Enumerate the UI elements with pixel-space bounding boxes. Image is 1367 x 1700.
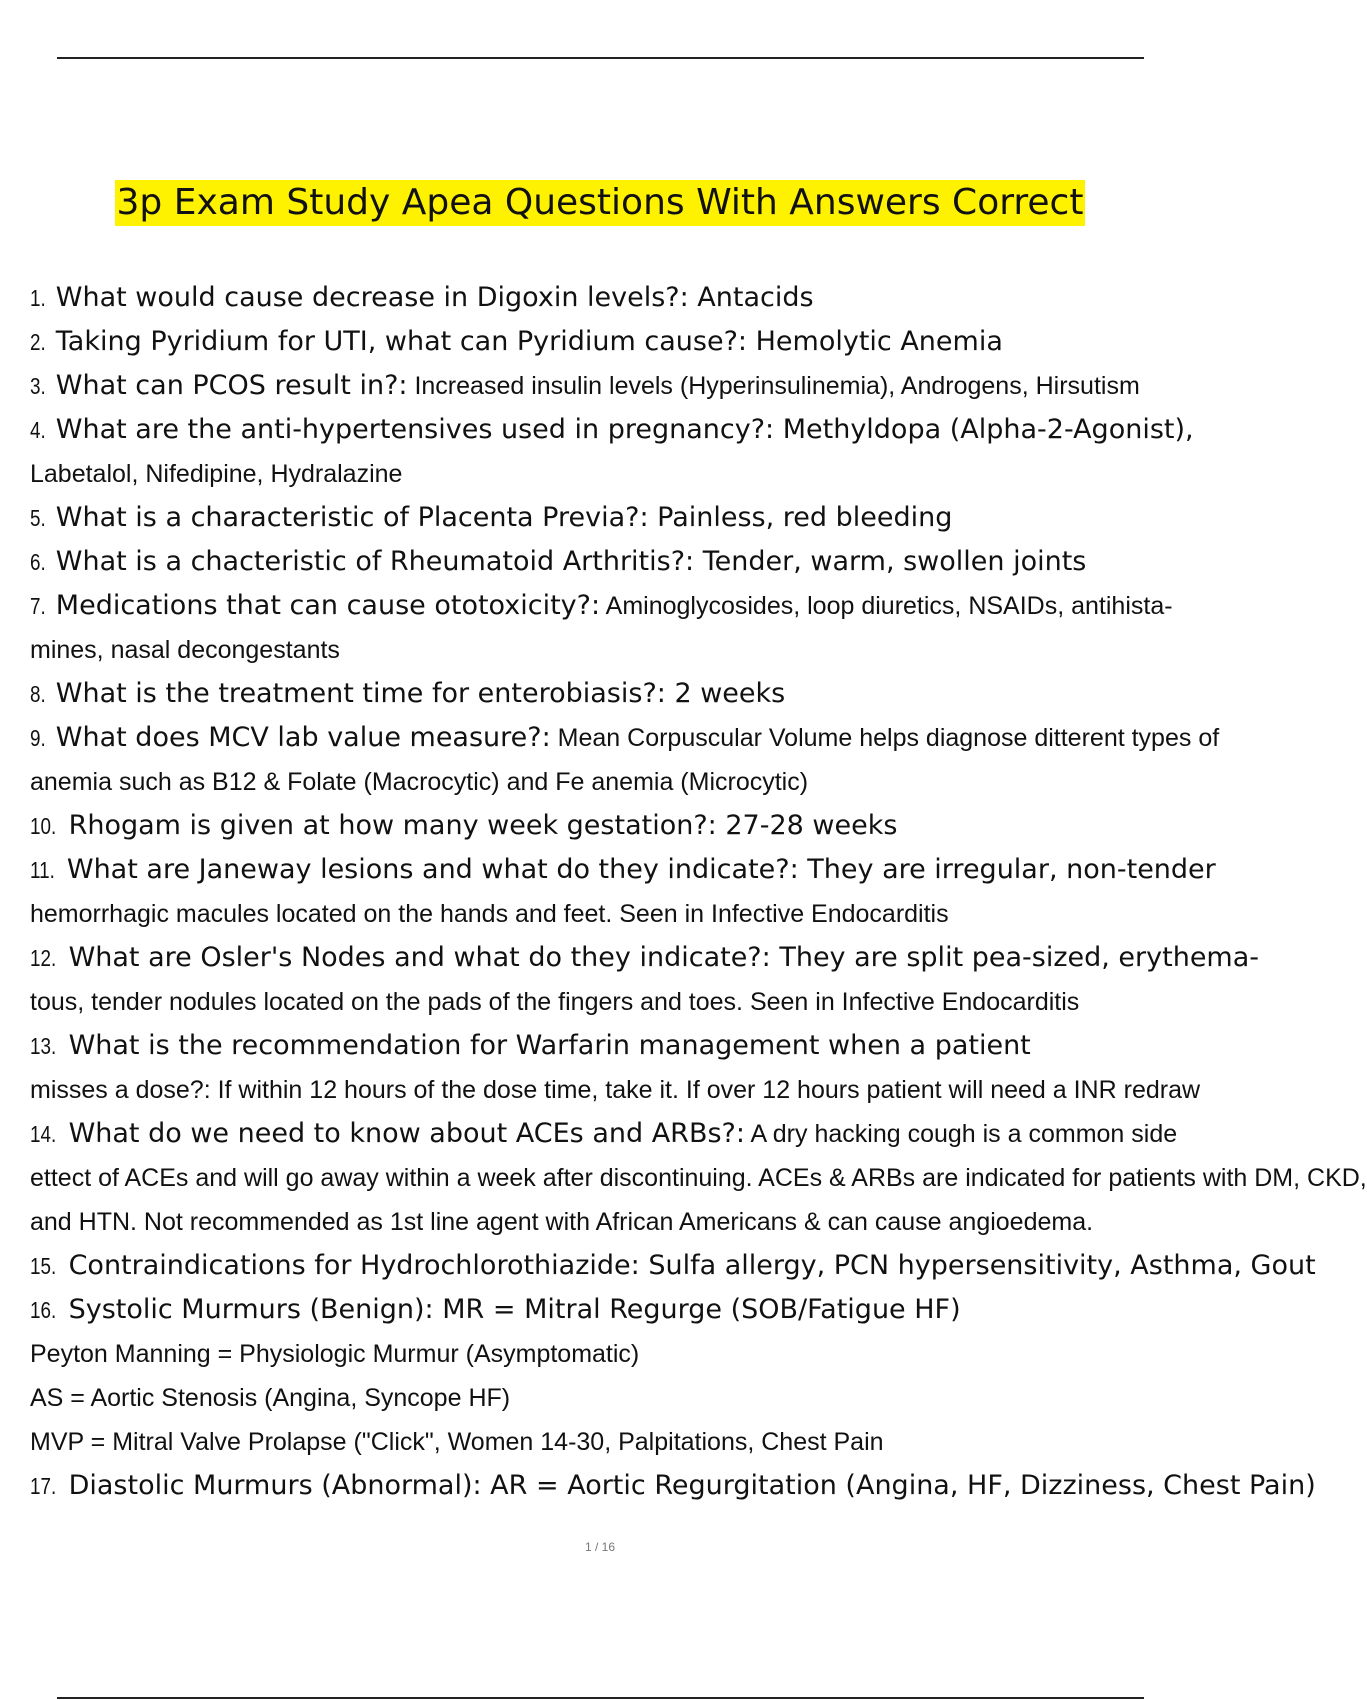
qa-item <box>30 1464 1316 1508</box>
question-text: What are Osler's Nodes and what do they indicate?: <box>68 942 771 973</box>
answer-continuation: anemia such as B12 & Folate (Macrocytic) and Fe anemia (Microcytic) <box>30 768 809 796</box>
qa-item <box>30 364 1200 408</box>
qa-item <box>30 672 1200 716</box>
qa-item <box>30 276 1200 320</box>
question-text: What are the anti-hypertensives used in pregnancy?: <box>55 414 775 445</box>
qa-item <box>30 716 1220 760</box>
qa-item <box>30 584 1200 628</box>
answer-continuation: ettect of ACEs and will go away within a week after discontinuing. ACEs & ARBs are indicated for patients with DM, CKD, <box>30 1164 1367 1192</box>
murmur-subline: AS = Aortic Stenosis (Angina, Syncope HF) <box>30 1384 511 1412</box>
answer-text: Increased insulin levels (Hyperinsulinemia), Androgens, Hirsutism <box>407 372 1140 400</box>
item-number: 6. <box>30 549 46 575</box>
answer-continuation: mines, nasal decongestants <box>30 636 340 664</box>
question-text: Rhogam is given at how many week gestation?: <box>68 810 717 841</box>
answer-text: They are split pea-sized, erythema- <box>770 942 1260 973</box>
question-text: What can PCOS result in?: <box>55 370 408 401</box>
item-number: 3. <box>30 373 46 399</box>
qa-item <box>30 936 1260 980</box>
question-text: What is a characteristic of Placenta Previa?: <box>55 502 649 533</box>
qa-item <box>30 1244 1316 1288</box>
item-number: 11. <box>30 857 55 883</box>
murmur-subline: Peyton Manning = Physiologic Murmur (Asymptomatic) <box>30 1340 640 1368</box>
murmur-subline: MVP = Mitral Valve Prolapse ("Click", Women 14-30, Palpitations, Chest Pain <box>30 1428 884 1456</box>
bottom-rule <box>57 1697 1144 1699</box>
answer-text: Mean Corpuscular Volume helps diagnose ditterent types of <box>550 724 1220 752</box>
answer-text: Methyldopa (Alpha-2-Agonist), <box>774 414 1194 445</box>
answer-text: Hemolytic Anemia <box>747 326 1003 357</box>
top-rule <box>57 57 1144 59</box>
item-number: 8. <box>30 681 46 707</box>
qa-item <box>30 1112 1200 1156</box>
item-number: 13. <box>30 1033 57 1059</box>
page-number: 1 / 16 <box>584 1540 616 1554</box>
item-number: 5. <box>30 505 46 531</box>
answer-text: AR = Aortic Regurgitation (Angina, HF, Dizziness, Chest Pain) <box>481 1470 1316 1501</box>
qa-item <box>30 496 1200 540</box>
item-number: 4. <box>30 417 46 443</box>
answer-text: Painless, red bleeding <box>648 502 953 533</box>
question-text: What do we need to know about ACEs and ARBs?: <box>68 1118 745 1149</box>
title-container <box>0 180 1200 226</box>
question-text: What is the recommendation for Warfarin management when a patient <box>68 1030 1031 1061</box>
question-text: Contraindications for Hydrochlorothiazide: <box>68 1250 640 1281</box>
question-text: Taking Pyridium for UTI, what can Pyridium cause?: <box>55 326 748 357</box>
item-number: 17. <box>30 1473 57 1499</box>
answer-text: 2 weeks <box>665 678 786 709</box>
question-text: Systolic Murmurs (Benign): <box>68 1294 434 1325</box>
item-number: 15. <box>30 1253 57 1279</box>
question-text: What is the treatment time for enterobiasis?: <box>55 678 666 709</box>
answer-continuation: and HTN. Not recommended as 1st line agent with African Americans & can cause angioedema. <box>30 1208 1094 1236</box>
qa-item <box>30 804 1200 848</box>
answer-continuation: hemorrhagic macules located on the hands and feet. Seen in Infective Endocarditis <box>30 900 949 928</box>
answer-text: 27-28 weeks <box>716 810 898 841</box>
question-text: What would cause decrease in Digoxin levels?: <box>55 282 689 313</box>
question-text: What is a chacteristic of Rheumatoid Arthritis?: <box>55 546 695 577</box>
answer-continuation: misses a dose?: If within 12 hours of the dose time, take it. If over 12 hours patient will need a INR redraw <box>30 1076 1201 1104</box>
answer-text: Sulfa allergy, PCN hypersensitivity, Asthma, Gout <box>639 1250 1316 1281</box>
item-number: 2. <box>30 329 46 355</box>
question-text: What does MCV lab value measure?: <box>55 722 551 753</box>
qa-item <box>30 320 1200 364</box>
qa-item <box>30 848 1216 892</box>
qa-item <box>30 1024 1200 1068</box>
answer-text: They are irregular, non-tender <box>798 854 1216 885</box>
item-number: 7. <box>30 593 46 619</box>
item-number: 9. <box>30 725 46 751</box>
answer-continuation: Labetalol, Nifedipine, Hydralazine <box>30 460 403 488</box>
item-number: 12. <box>30 945 57 971</box>
item-number: 16. <box>30 1297 57 1323</box>
qa-list <box>30 276 1367 1508</box>
question-text: Medications that can cause ototoxicity?: <box>55 590 601 621</box>
answer-text: MR = Mitral Regurge (SOB/Fatigue HF) <box>433 1294 961 1325</box>
qa-item <box>30 1288 1200 1332</box>
question-text: What are Janeway lesions and what do they indicate?: <box>66 854 799 885</box>
qa-item <box>30 540 1200 584</box>
answer-text: Tender, warm, swollen joints <box>694 546 1087 577</box>
question-text: Diastolic Murmurs (Abnormal): <box>68 1470 482 1501</box>
answer-continuation: tous, tender nodules located on the pads of the fingers and toes. Seen in Infective Endocarditis <box>30 988 1080 1016</box>
item-number: 14. <box>30 1121 57 1147</box>
answer-text: Aminoglycosides, loop diuretics, NSAIDs, antihista- <box>600 592 1173 620</box>
item-number: 1. <box>30 285 46 311</box>
document-title: 3p Exam Study Apea Questions With Answers Correct <box>115 180 1086 226</box>
answer-text: A dry hacking cough is a common side <box>744 1120 1178 1148</box>
qa-item <box>30 408 1200 452</box>
item-number: 10. <box>30 813 57 839</box>
answer-text: Antacids <box>688 282 814 313</box>
